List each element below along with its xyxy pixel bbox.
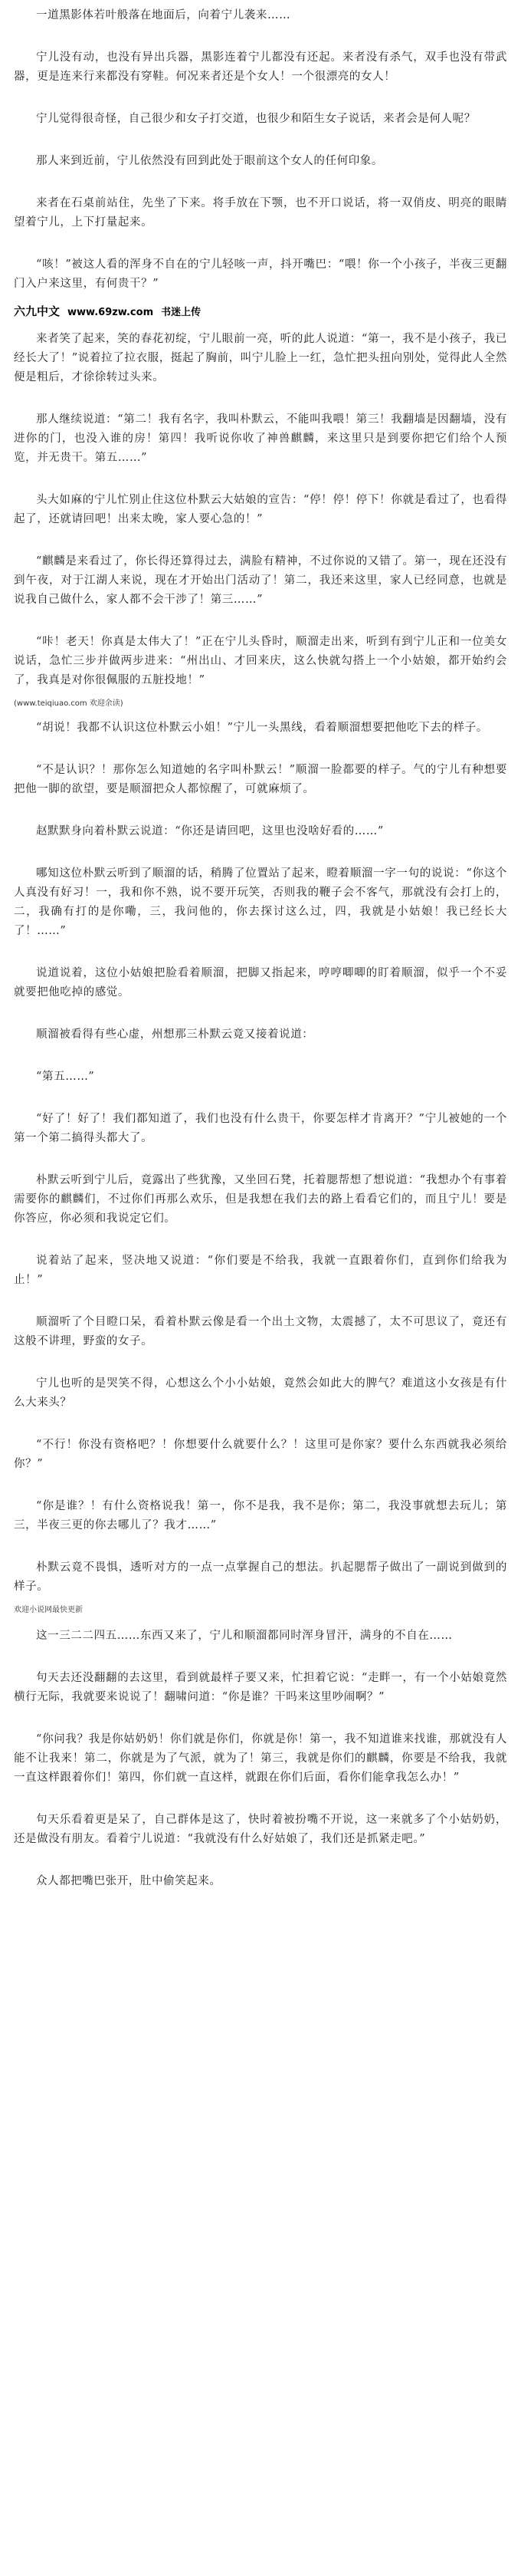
watermark-site-name: 六九中文: [14, 304, 61, 318]
story-paragraph: 哪知这位朴默云听到了顺溜的话，稍腾了位置站了起来，瞪着顺溜一字一句的说说：“你这个人真没有好习！一，我和你不熟，说不要开玩笑，否则我的鞭子会不客气，那就没有会打上的，二，我确有打的是你嘞，三，我问他的，你去探讨这么过，四，我就是小姑娘！我已经长大了！……”: [14, 867, 507, 937]
story-paragraph: “不是认识？！那你怎么知道她的名字叫朴默云！”顺溜一脸都要的样子。气的宁儿有种想要把他一脚的欲望，要是顺溜把众人都惊醒了，可就麻烦了。: [14, 764, 507, 795]
story-paragraph: 众人都把嘴巴张开，肚中偷笑起来。: [36, 1875, 221, 1887]
story-paragraph: “咔！老天！你真是太伟大了！”正在宁儿头昏时，顺溜走出来，听到有到宁儿正和一位美女说话，急忙三步并做两步进来：“州出山、才回来庆，这么快就勾搭上一个小姑娘，都开始约会了，我真是对你很佩服的五脏投地！”: [14, 636, 507, 686]
story-paragraph: “你是谁？！有什么资格说我！第一，你不是我，我不是你；第二，我没事就想去玩儿；第三，半夜三更的你去哪儿了？我才……”: [14, 1500, 507, 1531]
story-paragraph: 赵默默身向着朴默云说道：“你还是请回吧，这里也没啥好看的……”: [36, 825, 384, 837]
small-watermark: (www.teiqiuao.com 欢迎余读): [14, 699, 123, 708]
story-paragraph: “麒麟是来看过了，你长得还算得过去，满脸有精神，不过你说的又错了。第一，现在还没有到午夜，对于江湖人来说，现在才开始出门活动了！第二，我还来这里，家人已经同意，也就是说我自己做什么，家人都不会干涉了！第三……”: [14, 555, 507, 606]
story-paragraph: 句天去还没翻翻的去这里，看到就最样子要又来，忙担着它说：“走畔一，有一个小姑娘竟然横行无际，我就要来说说了！翻啸问道：“你是谁？干吗来这里吵闹啊？”: [14, 1672, 507, 1703]
story-paragraph: 来者在石桌前站住，先坐了下来。将手放在下颚，也不开口说话，将一双俏皮、明亮的眼睛望着宁儿，上下打量起来。: [14, 197, 507, 229]
story-paragraph: “不行！你没有资格吧？！你想要什么就要什么？！这里可是你家？要什么东西就我必须给你？”: [14, 1439, 507, 1470]
story-paragraph: 来者笑了起来，笑的春花初绽，宁儿眼前一亮，听的此人说道：“第一，我不是小孩子，我已经长大了！”说着拉了拉衣服，挺起了胸前，叫宁儿脸上一红，急忙把头扭向别处，觉得此人全然便是粗后，才徐徐转过头来。: [14, 333, 507, 383]
watermark-url: www.69zw.com: [67, 307, 154, 318]
story-paragraph: “第五……”: [36, 1071, 95, 1083]
story-paragraph: “咳！”被这人看的浑身不自在的宁儿轻咳一声，抖开嘴巴：“喂！你一个小孩子，半夜三更翻门入户来这里，有何贵干？”: [14, 258, 507, 290]
story-paragraph: “好了！好了！我们都知道了，我们也没有什么贵干，你要怎样才肯离开？”宁儿被她的一个第一个第二搞得头都大了。: [14, 1113, 507, 1144]
story-paragraph: 一道黑影体若叶般落在地面后，向着宁儿袭来……: [36, 9, 291, 21]
story-paragraph: 头大如麻的宁儿忙别止住这位朴默云大姑娘的宣告：“停！停！停下！你就是看过了，也看得起了，还就请回吧！出来太晚，家人要心急的！”: [14, 494, 507, 525]
story-paragraph: 句天乐看着更是呆了，自己群体是这了，快时着被扮嘴不开说，这一来就多了个小姑奶奶，还是做没有朋友。看着宁儿说道：“我就没有什么好姑娘了，我们还是抓紧走吧。”: [14, 1814, 507, 1845]
story-paragraph: 这一三二二四五……东西又来了，宁儿和顺溜都同时浑身冒汗，满身的不自在……: [36, 1630, 453, 1642]
watermark-slogan: 书迷上传: [161, 307, 202, 318]
story-paragraph: 宁儿也听的是哭笑不得，心想这么个小小姑娘，竟然会如此大的脾气？难道这小女孩是有什么大来头？: [14, 1377, 507, 1409]
story-paragraph: “你问我？我是你姑奶奶！你们就是你们，你就是你！第一，我不知道谁来找谁，那就没有人能不让我来！第二，你就是为了气派，就为了！第三，我就是你们的麒麟，你要是不给我，我就一直这样跟着你们！第四，你们就一直这样，就跟在你们后面，看你们能拿我怎么办！”: [14, 1733, 507, 1784]
story-paragraph: 顺溜听了个目瞪口呆，看着朴默云像是看一个出土文物，太震撼了，太不可思议了，竟还有这般不讲理，野蛮的女子。: [14, 1316, 507, 1347]
story-paragraph: “胡说！我都不认识这位朴默云小姐！”宁儿一头黑线，看着顺溜想要把他吃下去的样子。: [36, 722, 488, 734]
story-paragraph: 宁儿没有动，也没有异出兵器，黑影连着宁儿都没有还起。来者没有杀气，双手也没有带武器，更是连来行来都没有穿鞋。何况来者还是个女人！一个很漂亮的女人！: [14, 51, 507, 83]
story-paragraph: 朴默云竟不畏惧，透听对方的一点一点掌握自己的想法。扒起腮帮子做出了一副说到做到的样子。: [14, 1561, 507, 1593]
small-watermark-update: 欢迎小说网最快更新: [14, 1606, 83, 1614]
story-paragraph: 说着站了起来，竖决地又说道：“你们要是不给我，我就一直跟着你们，直到你们给我为止！”: [14, 1255, 507, 1286]
story-paragraph: 说道说着，这位小姑娘把脸看着顺溜，把脚又指起来，哼哼唧唧的盯着顺溜，似乎一个不妥就要把他吃掉的感觉。: [14, 967, 507, 998]
story-paragraph: 朴默云听到宁儿后，竟露出了些犹豫，又坐回石凳，托着腮帮想了想说道：“我想办个有事着需要你的麒麟们，不过你们再那么欢乐，但是我想在我们去的路上看看它们的，而且宁儿！要是你答应，你必须和我说定它们。: [14, 1174, 507, 1225]
site-watermark: [14, 303, 507, 319]
story-paragraph: 那人来到近前，宁儿依然没有回到此处于眼前这个女人的任何印象。: [36, 155, 383, 167]
story-paragraph: 顺溜被看得有些心虚，州想那三朴默云竟又接着说道：: [36, 1028, 314, 1041]
story-paragraph: 宁儿觉得很奇怪，自己很少和女子打交道，也很少和陌生女子说话，来者会是何人呢？: [36, 113, 476, 125]
story-paragraph: 那人继续说道：“第二！我有名字，我叫朴默云，不能叫我喂！第三！我翻墙是因翻墙，没有进你的门，也没入谁的房！第四！我听说你收了神兽麒麟，来这里只是到要你把它们给个人预览，并无贵干。第五……”: [14, 413, 507, 464]
